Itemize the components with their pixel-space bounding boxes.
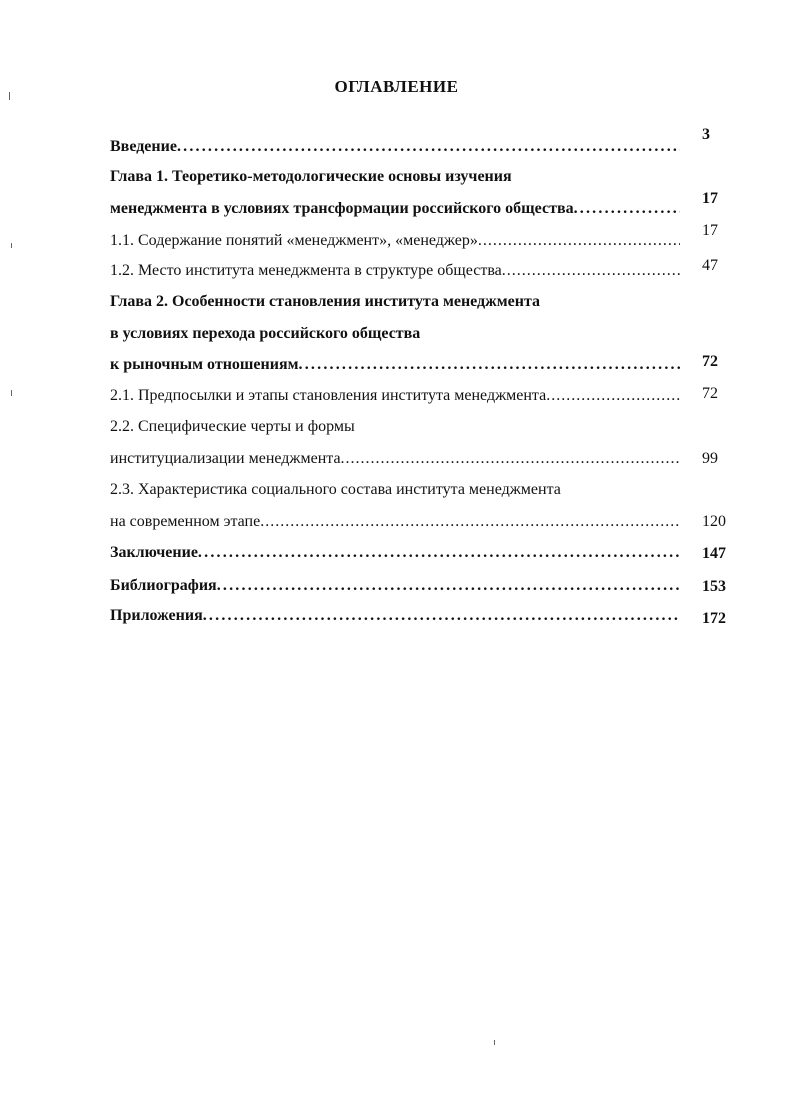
- toc-entry-bibliography[interactable]: Библиография .....: [110, 576, 680, 596]
- toc-entry-section-2-2-line-1[interactable]: 2.2. Специфические черты и формы: [110, 418, 355, 435]
- toc-page-number: 172: [702, 610, 726, 627]
- toc-entry-conclusion[interactable]: Заключение .....: [110, 543, 680, 563]
- toc-entry-section-2-3-line-2[interactable]: на современном этапе .....: [110, 512, 680, 532]
- toc-entry-section-2-1[interactable]: 2.1. Предпосылки и этапы становления института менеджмента .....: [110, 386, 680, 406]
- toc-entry-section-2-2-line-2[interactable]: институциализации менеджмента .....: [110, 449, 680, 469]
- toc-page-number: 72: [702, 353, 718, 370]
- page-title: ОГЛАВЛЕНИЕ: [334, 77, 459, 96]
- toc-page-number: 147: [702, 545, 726, 562]
- toc-entry-section-1-1[interactable]: 1.1. Содержание понятий «менеджмент», «менеджер» .....: [110, 231, 680, 251]
- toc-page-number: 47: [702, 257, 718, 274]
- scan-artifact: [11, 243, 12, 248]
- toc-entry-introduction[interactable]: Введение .....: [110, 137, 680, 157]
- toc-entry-chapter-2-line-3[interactable]: к рыночным отношениям .....: [110, 355, 680, 375]
- toc-page-number: 120: [702, 513, 726, 530]
- scan-artifact: [494, 1040, 495, 1045]
- toc-entry-chapter-1-line-1[interactable]: Глава 1. Теоретико-методологические основы изучения: [110, 168, 512, 185]
- toc-page-number: 99: [702, 450, 718, 467]
- toc-entry-chapter-1-line-2[interactable]: менеджмента в условиях трансформации российского общества .....: [110, 199, 680, 219]
- toc-entry-chapter-2-line-1[interactable]: Глава 2. Особенности становления института менеджмента: [110, 293, 541, 310]
- toc-entry-section-2-3-line-1[interactable]: 2.3. Характеристика социального состава института менеджмента: [110, 481, 561, 498]
- toc-entry-chapter-2-line-2[interactable]: в условиях перехода российского общества: [110, 325, 421, 342]
- toc-page-number: 3: [702, 126, 710, 143]
- toc-page-number: 153: [702, 578, 726, 595]
- toc-page-number: 17: [702, 190, 718, 207]
- toc-entry-section-1-2[interactable]: 1.2. Место института менеджмента в структуре общества .....: [110, 261, 680, 281]
- toc-page-number: 17: [702, 222, 718, 239]
- toc-page-number: 72: [702, 385, 718, 402]
- scan-artifact: [9, 92, 10, 100]
- toc-entry-appendices[interactable]: Приложения .....: [110, 606, 680, 626]
- scan-artifact: [11, 390, 12, 396]
